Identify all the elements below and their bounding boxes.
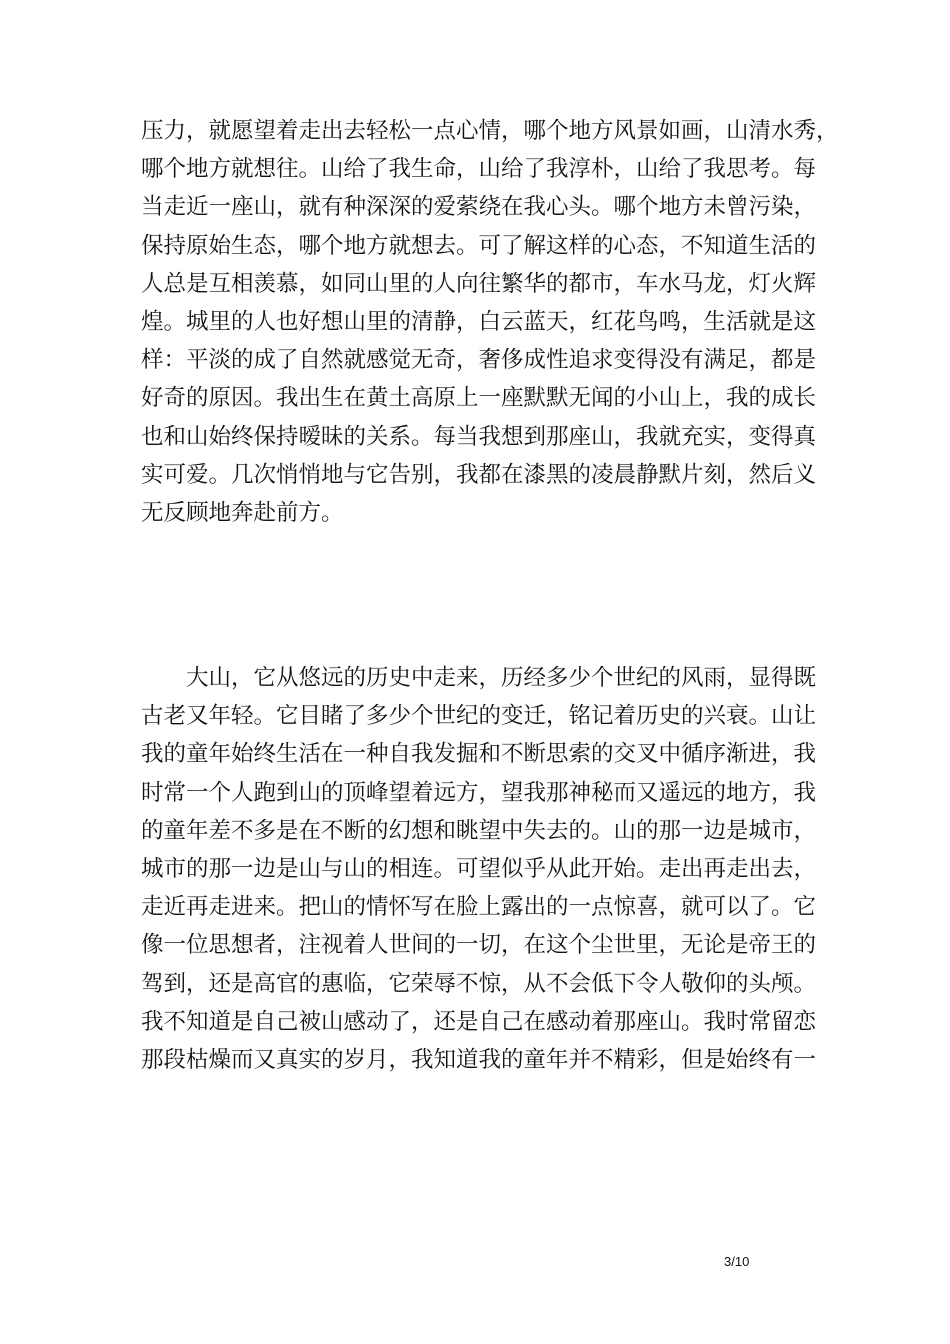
text-line: 实可爱。几次悄悄地与它告别，我都在漆黑的凌晨静默片刻，然后义 — [141, 461, 817, 488]
text-line: 人总是互相羡慕，如同山里的人向往繁华的都市，车水马龙，灯火辉 — [141, 270, 817, 297]
text-line: 我的童年始终生活在一种自我发掘和不断思索的交叉中循序渐进，我 — [141, 741, 817, 768]
text-line: 的童年差不多是在不断的幻想和眺望中失去的。山的那一边是城市， — [141, 817, 817, 844]
text-line: 无反顾地奔赴前方。 — [141, 499, 344, 526]
text-line: 古老又年轻。它目睹了多少个世纪的变迁，铭记着历史的兴衰。山让 — [141, 703, 817, 730]
text-line: 我不知道是自己被山感动了，还是自己在感动着那座山。我时常留恋 — [141, 1008, 817, 1035]
text-line: 那段枯燥而又真实的岁月，我知道我的童年并不精彩，但是始终有一 — [141, 1046, 817, 1073]
paragraph-1 — [141, 112, 839, 532]
text-line: 当走近一座山，就有种深深的爱萦绕在我心头。哪个地方未曾污染， — [141, 194, 817, 221]
text-line: 时常一个人跑到山的顶峰望着远方，望我那神秘而又遥远的地方，我 — [141, 779, 817, 806]
text-line: 走近再走进来。把山的情怀写在脸上露出的一点惊喜，就可以了。它 — [141, 894, 817, 921]
text-line: 哪个地方就想往。山给了我生命，山给了我淳朴，山给了我思考。每 — [141, 156, 817, 183]
page-number: 3/10 — [724, 1254, 750, 1269]
text-line: 样：平淡的成了自然就感觉无奇，奢侈成性追求变得没有满足，都是 — [141, 347, 817, 374]
text-line: 大山，它从悠远的历史中走来，历经多少个世纪的风雨，显得既 — [141, 665, 817, 691]
text-line: 驾到，还是高官的惠临，它荣辱不惊，从不会低下令人敬仰的头颅。 — [141, 970, 817, 997]
text-line: 好奇的原因。我出生在黄土高原上一座默默无闻的小山上，我的成长 — [141, 385, 817, 412]
text-line: 压力，就愿望着走出去轻松一点心情，哪个地方风景如画，山清水秀， — [141, 118, 839, 144]
text-line: 煌。城里的人也好想山里的清静，白云蓝天，红花鸟鸣，生活就是这 — [141, 308, 817, 335]
text-line: 城市的那一边是山与山的相连。可望似乎从此开始。走出再走出去， — [141, 855, 817, 882]
paragraph-2 — [141, 659, 817, 1079]
text-line: 也和山始终保持暧昧的关系。每当我想到那座山，我就充实，变得真 — [141, 423, 817, 450]
text-line: 像一位思想者，注视着人世间的一切，在这个尘世里，无论是帝王的 — [141, 932, 817, 959]
text-line: 保持原始生态，哪个地方就想去。可了解这样的心态，不知道生活的 — [141, 232, 817, 259]
